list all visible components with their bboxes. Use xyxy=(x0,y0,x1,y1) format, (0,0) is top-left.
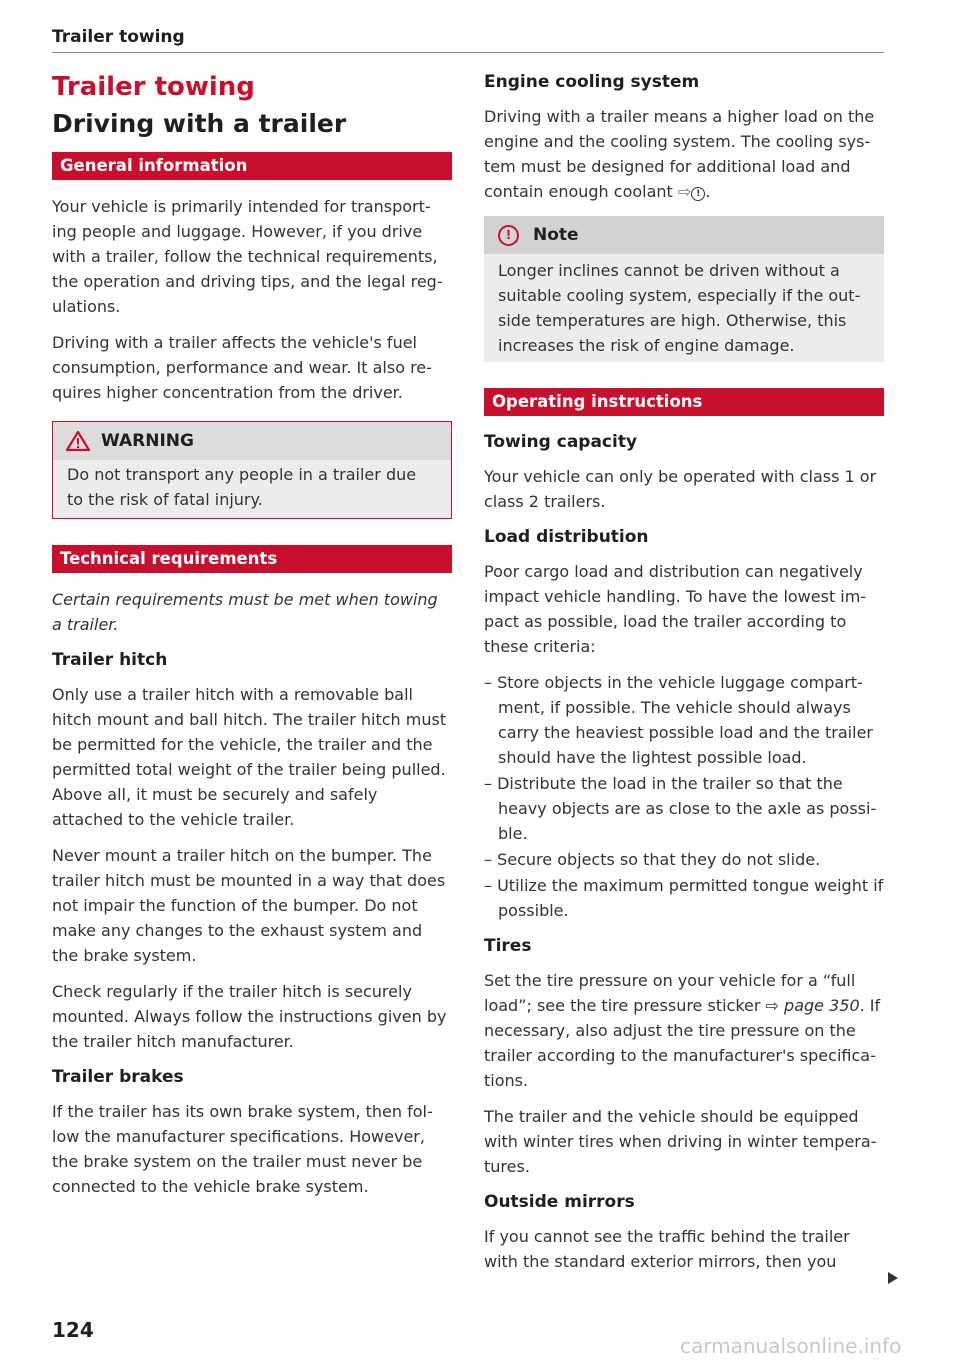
load-distribution-text: Poor cargo load and distribution can negatively impact vehicle handling. To have the lowest im-pact as possible, load the trailer according to these criteria: xyxy=(484,562,867,656)
page-title: Trailer towing xyxy=(52,72,255,102)
general-paragraph-2: Driving with a trailer affects the vehicle's fuel consumption, performance and wear. It also re-quires higher concentration from the driver. xyxy=(52,333,432,402)
outside-mirrors-text: If you cannot see the traffic behind the trailer with the standard exterior mirrors, then you xyxy=(484,1227,850,1271)
warning-body xyxy=(53,460,451,518)
right-column xyxy=(484,70,884,1285)
trailer-hitch-heading: Trailer hitch xyxy=(52,650,168,670)
technical-requirements-bar: Technical requirements xyxy=(52,545,452,573)
outside-mirrors-heading: Outside mirrors xyxy=(484,1192,635,1212)
running-header: Trailer towing xyxy=(52,27,185,47)
header-divider xyxy=(52,52,884,53)
note-circle-icon: ! xyxy=(498,225,519,246)
warning-title: WARNING xyxy=(101,431,194,451)
note-body xyxy=(484,254,884,362)
warning-triangle-icon xyxy=(65,430,91,452)
hitch-paragraph-2: Never mount a trailer hitch on the bumper. The trailer hitch must be mounted in a way that does not impair the function of the bumper. Do not make any changes to the exhaust system and the brake system. xyxy=(52,846,446,965)
list-item: – Distribute the load in the trailer so that the heavy objects are as close to the axle as possi-ble. xyxy=(484,771,884,846)
load-distribution-heading: Load distribution xyxy=(484,527,649,547)
continue-arrow-icon xyxy=(888,1272,898,1284)
reference-arrow-icon: ⇨ xyxy=(677,182,692,201)
note-title: Note xyxy=(533,225,579,245)
caution-circle-icon: ! xyxy=(691,187,705,201)
note-text: Longer inclines cannot be driven without a suitable cooling system, especially if the out-side temperatures are high. Otherwise, this increases the risk of engine damage. xyxy=(498,261,861,355)
left-column xyxy=(52,70,452,1210)
note-box xyxy=(484,216,884,362)
operating-instructions-bar: Operating instructions xyxy=(484,388,884,416)
tires-heading: Tires xyxy=(484,936,532,956)
tires-text-a: Set the tire pressure on your vehicle for a “full load”; see the tire pressure sticker xyxy=(484,971,856,1015)
tires-paragraph-1 xyxy=(484,968,884,1093)
warning-header xyxy=(53,422,451,460)
page-number: 124 xyxy=(52,1318,94,1342)
reference-end: . xyxy=(705,182,711,201)
load-criteria-list xyxy=(484,670,884,923)
engine-cooling-text xyxy=(484,104,884,204)
trailer-brakes-heading: Trailer brakes xyxy=(52,1067,184,1087)
list-item: – Secure objects so that they do not slide. xyxy=(484,847,884,872)
section-title: Driving with a trailer xyxy=(52,109,347,138)
hitch-paragraph-1: Only use a trailer hitch with a removable ball hitch mount and ball hitch. The trailer hitch must be permitted for the vehicle, the trailer and the permitted total weight of the trailer being pulled. Above all, it must be securely and safely attached to the vehicle trailer. xyxy=(52,685,447,829)
general-information-bar: General information xyxy=(52,152,452,180)
general-paragraph-1: Your vehicle is primarily intended for transport-ing people and luggage. However, if you drive with a trailer, follow the technical requirements, the operation and driving tips, and the legal reg-ulations. xyxy=(52,197,443,316)
note-header xyxy=(484,216,884,254)
towing-capacity-text: Your vehicle can only be operated with class 1 or class 2 trailers. xyxy=(484,467,877,511)
list-item: – Store objects in the vehicle luggage compart-ment, if possible. The vehicle should always carry the heaviest possible load and the trailer should have the lightest possible load. xyxy=(484,670,884,770)
engine-cooling-body: Driving with a trailer means a higher load on the engine and the cooling system. The cooling sys-tem must be designed for additional load and contain enough coolant xyxy=(484,107,875,201)
watermark: carmanualsonline.info xyxy=(680,1334,902,1358)
brakes-paragraph-1: If the trailer has its own brake system, then fol-low the manufacturer specifications. However, the brake system on the trailer must never be connected to the vehicle brake system. xyxy=(52,1102,433,1196)
warning-text: Do not transport any people in a trailer due to the risk of fatal injury. xyxy=(67,465,417,509)
engine-cooling-heading: Engine cooling system xyxy=(484,72,700,92)
technical-intro: Certain requirements must be met when towing a trailer. xyxy=(52,590,438,634)
warning-box xyxy=(52,421,452,519)
towing-capacity-heading: Towing capacity xyxy=(484,432,638,452)
list-item: – Utilize the maximum permitted tongue weight if possible. xyxy=(484,873,884,923)
tires-paragraph-2: The trailer and the vehicle should be equipped with winter tires when driving in winter tempera-tures. xyxy=(484,1107,877,1176)
page-reference-link[interactable]: ⇨ page 350 xyxy=(765,996,860,1015)
hitch-paragraph-3: Check regularly if the trailer hitch is securely mounted. Always follow the instructions given by the trailer hitch manufacturer. xyxy=(52,982,447,1051)
tires-text-b: . If necessary, also adjust the tire pressure on the trailer according to the manufacturer's specifica-tions. xyxy=(484,996,881,1090)
